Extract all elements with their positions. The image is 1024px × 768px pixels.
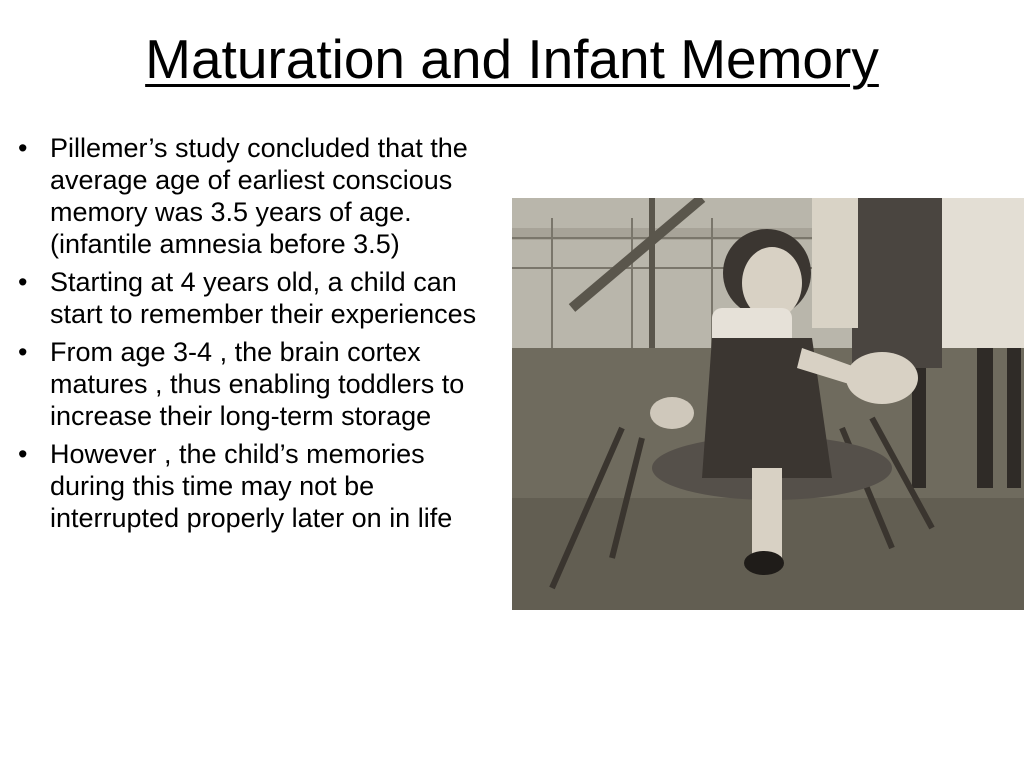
photo-girl-on-rocking-horse xyxy=(512,198,1024,610)
bullet-list xyxy=(16,132,496,540)
girl-shoe xyxy=(744,551,784,575)
bullet-icon: • xyxy=(18,439,28,469)
slide-title: Maturation and Infant Memory xyxy=(145,28,879,90)
bullet-item xyxy=(16,132,496,260)
rocking-horse-tail xyxy=(650,397,694,429)
bullet-text: However , the child’s memories during this time may not be interrupted properly later on in life xyxy=(50,439,453,533)
child-leg xyxy=(977,348,993,488)
bullet-text: Starting at 4 years old, a child can start to remember their experiences xyxy=(50,267,477,329)
bullet-item xyxy=(16,336,496,432)
bullet-item xyxy=(16,266,496,330)
bullet-item xyxy=(16,438,496,534)
bullet-icon: • xyxy=(18,133,28,163)
bullet-icon: • xyxy=(18,267,28,297)
girl-leg xyxy=(752,468,782,558)
photo-illustration xyxy=(512,198,1024,610)
child-dress-right xyxy=(852,198,942,368)
bullet-icon: • xyxy=(18,337,28,367)
bullet-text: From age 3-4 , the brain cortex matures , thus enabling toddlers to increase their long-term storage xyxy=(50,337,465,431)
child-leg xyxy=(1007,348,1021,488)
child-dress-middle xyxy=(812,198,858,328)
child-dress-white xyxy=(942,198,1024,348)
bullet-text: Pillemer’s study concluded that the average age of earliest conscious memory was 3.5 years of age. (infantile amnesia before 3.5) xyxy=(50,133,468,259)
